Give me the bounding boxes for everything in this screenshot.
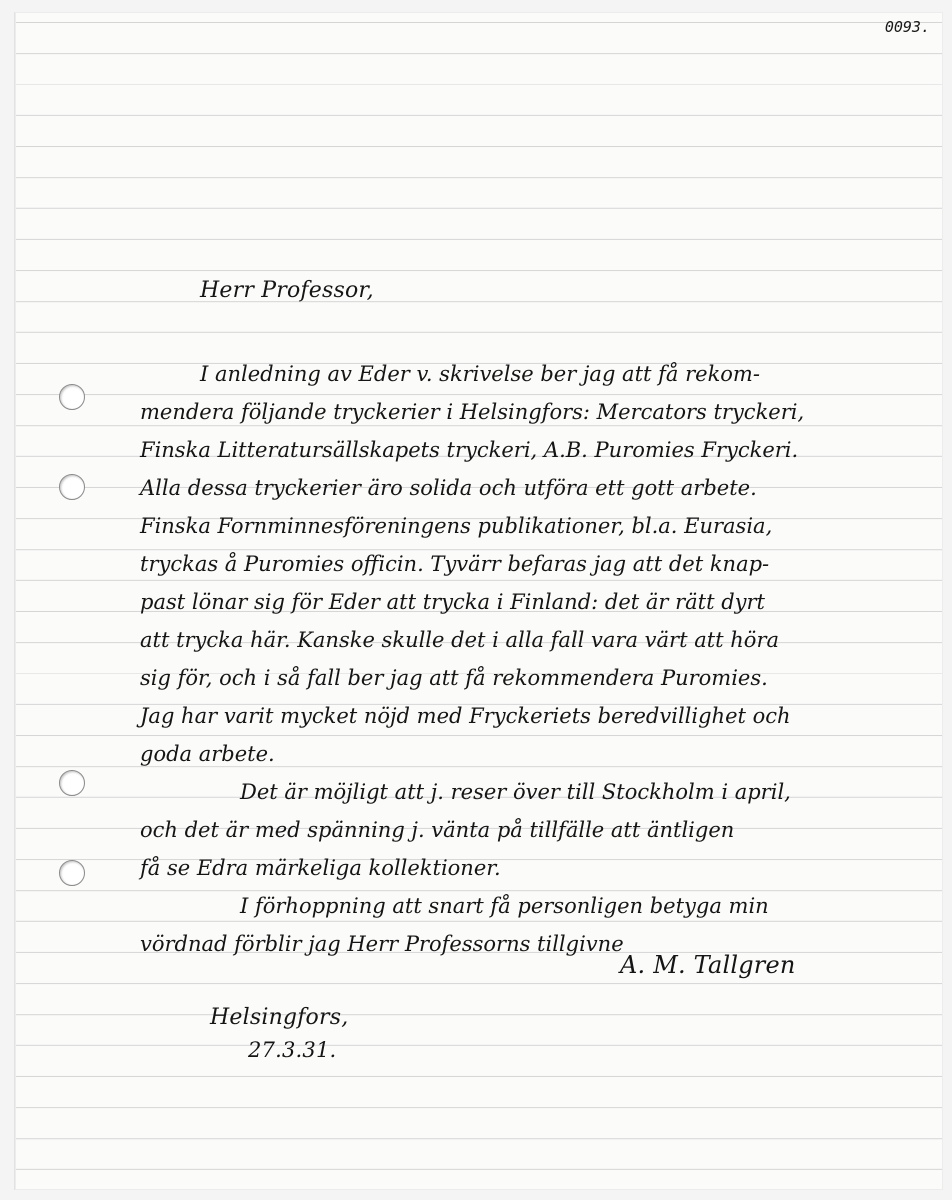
letter-line: Finska Fornminnesföreningens publikationer, bl.a. Eurasia,: [140, 514, 773, 538]
letter-line: sig för, och i så fall ber jag att få rekommendera Puromies.: [140, 666, 768, 690]
archive-number: 0093.: [884, 18, 930, 36]
letter-line: att trycka här. Kanske skulle det i alla fall vara värt att höra: [140, 628, 780, 652]
punch-hole: [59, 384, 85, 410]
punch-hole: [59, 770, 85, 796]
punch-hole: [59, 860, 85, 886]
signature: A. M. Tallgren: [620, 951, 796, 979]
letter-line: Finska Litteratursällskapets tryckeri, A.B. Puromies Fryckeri.: [140, 438, 799, 462]
letter-line: Alla dessa tryckerier äro solida och utföra ett gott arbete.: [140, 476, 757, 500]
letter-line: och det är med spänning j. vänta på tillfälle att äntligen: [140, 818, 735, 842]
letter-line: tryckas å Puromies officin. Tyvärr befaras jag att det knap-: [140, 552, 770, 576]
letter-line: vördnad förblir jag Herr Professorns tillgivne: [140, 932, 624, 956]
letter-line: Det är möjligt att j. reser över till Stockholm i april,: [240, 780, 791, 804]
letter-line: I anledning av Eder v. skrivelse ber jag att få rekom-: [200, 362, 760, 386]
letter-line: få se Edra märkeliga kollektioner.: [140, 856, 501, 880]
punch-hole: [59, 474, 85, 500]
letter-line: past lönar sig för Eder att trycka i Finland: det är rätt dyrt: [140, 590, 765, 614]
place-line: Helsingfors,: [210, 1005, 349, 1030]
letter-line: Jag har varit mycket nöjd med Fryckeriets beredvillighet och: [140, 704, 791, 728]
date-line: 27.3.31.: [248, 1038, 337, 1062]
letter-line: I förhoppning att snart få personligen betyga min: [240, 894, 769, 918]
letter-line: mendera följande tryckerier i Helsingfors: Mercators tryckeri,: [140, 400, 805, 424]
salutation: Herr Professor,: [200, 278, 374, 303]
letter-body: [140, 355, 930, 963]
letter-line: goda arbete.: [140, 742, 275, 766]
